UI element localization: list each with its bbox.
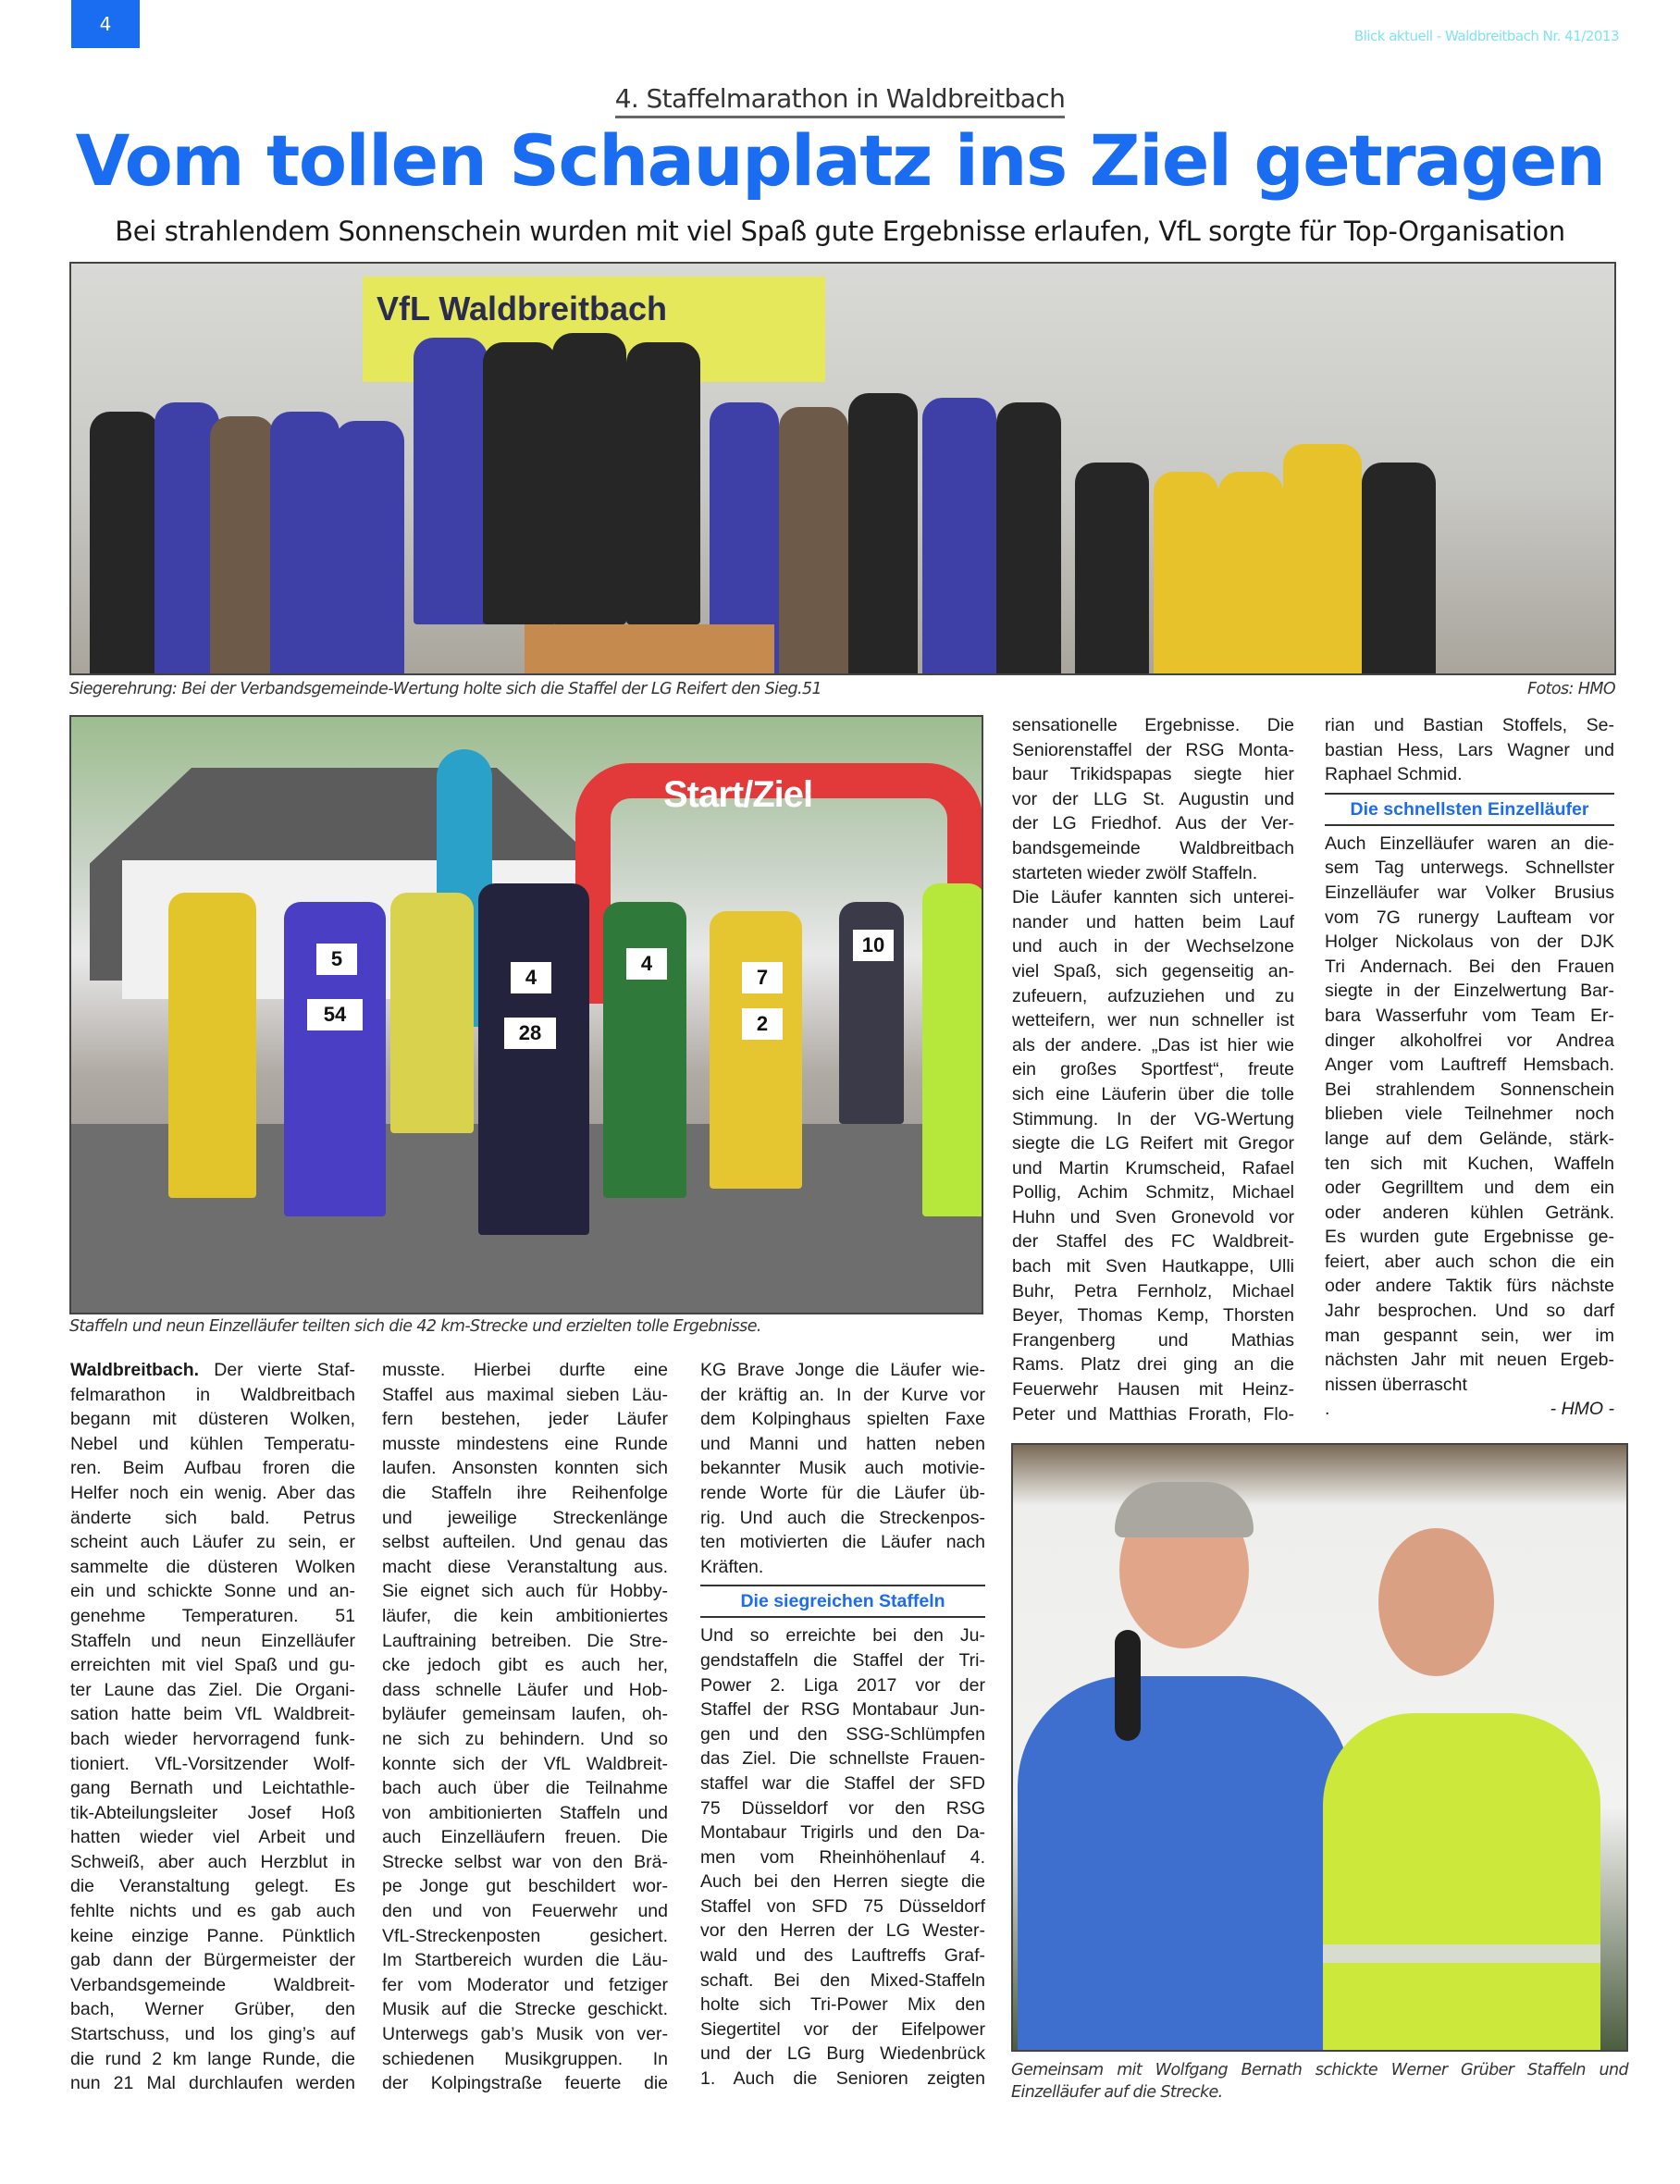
text-line: Einzelläufer war Volker Brusius	[1325, 882, 1614, 903]
text-line: das Ziel. Die schnellste Frauen-	[700, 1748, 985, 1770]
text-line: läufer, die kein ambitioniertes	[382, 1605, 668, 1626]
text-line: Beyer, Thomas Kemp, Thorsten	[1012, 1305, 1294, 1326]
text-line: musste mindestens eine Runde	[382, 1433, 668, 1454]
text-line: fern bestehen, jeder Läufer	[382, 1409, 668, 1430]
text-line: begann mit düsteren Wolken,	[70, 1409, 355, 1430]
text-line: tik-Abteilungsleiter Josef Hoß	[70, 1802, 355, 1823]
text-line: Pollig, Achim Schmitz, Michael	[1012, 1182, 1294, 1203]
person-figure	[90, 412, 159, 675]
text-line: fer vom Moderator und fetziger	[382, 1974, 668, 1995]
text-line: gendstaffeln die Staffel der Tri-	[700, 1649, 985, 1671]
race-bib: 28	[504, 1018, 556, 1049]
text-line: Die Läufer kannten sich unterei-	[1012, 887, 1294, 908]
race-bib: 4	[511, 962, 551, 993]
text-line: Und so erreichte bei den Ju-	[700, 1625, 985, 1647]
start-photo	[69, 715, 983, 1314]
text-line: Peter und Matthias Frorath, Flo-	[1012, 1403, 1294, 1425]
text-line: bekannter Musik auch motivie-	[700, 1458, 985, 1479]
text-line: und der LG Burg Wiedenbrück	[700, 2043, 985, 2065]
text-line: sensationelle Ergebnisse. Die	[1012, 715, 1294, 735]
text-line: Strecke selbst war von den Brä-	[382, 1851, 668, 1872]
text-line: Musik auf die Strecke geschickt.	[382, 1999, 668, 2020]
text-line: schiedenen Musikgruppen. In	[382, 2048, 668, 2069]
start-caption: Staffeln und neun Einzelläufer teilten sich die 42 km-Strecke und erzielten tolle Ergebnisse.	[69, 1317, 761, 1336]
text-line: baur Trikidspapas siegte hier	[1012, 764, 1294, 785]
text-line: oder Gegrilltem und dem ein	[1325, 1178, 1614, 1199]
text-line: von ambitionierten Staffeln und	[382, 1802, 668, 1823]
person-figure	[626, 342, 700, 624]
text-line: änderte sich bald. Petrus	[70, 1507, 355, 1528]
masthead: Blick aktuell - Waldbreitbach Nr. 41/2013	[1353, 28, 1619, 44]
text-line: starteten wieder zwölf Staffeln.	[1012, 862, 1258, 883]
runner-figure	[710, 911, 802, 1189]
text-line: Staffel der RSG Montabaur Jun-	[700, 1699, 985, 1721]
text-line: wald und des Lauftreffs Graf-	[700, 1945, 985, 1967]
text-line: Staffel aus maximal sieben Läu-	[382, 1384, 668, 1405]
text-line: bach mit Sven Hautkappe, Ulli	[1012, 1256, 1294, 1277]
text-line: Bei strahlendem Sonnenschein	[1325, 1079, 1614, 1100]
text-line: als der andere. „Das ist hier wie	[1012, 1034, 1294, 1055]
text-line: nissen überrascht	[1325, 1374, 1467, 1395]
race-bib: 5	[316, 944, 357, 975]
text-line: gab dann der Bürgermeister der	[70, 1950, 355, 1971]
kicker	[0, 83, 1680, 114]
text-line: Montabaur Trigirls und den Da-	[700, 1822, 985, 1844]
safety-vest	[1323, 1713, 1600, 2052]
text-line: konnte sich der VfL Waldbreit-	[382, 1753, 668, 1774]
person-figure	[335, 421, 404, 675]
person-figure	[848, 393, 918, 675]
text-line: Schweiß, aber auch Herzblut in	[70, 1851, 355, 1872]
text-line: ein und schickte Sonne und an-	[70, 1581, 355, 1602]
text-line: Stimmung. In der VG-Wertung	[1012, 1108, 1294, 1129]
text-line	[70, 1358, 355, 1383]
text-line: Tri Andernach. Bei den Frauen	[1325, 956, 1614, 977]
text-line: Startschuss, und los ging’s auf	[70, 2024, 355, 2045]
text-line: ein großes Sportfest“, freute	[1012, 1059, 1294, 1080]
text-line: Jahr besprochen. Und so darf	[1325, 1301, 1614, 1322]
runner-figure	[478, 883, 589, 1235]
race-bib: 7	[742, 962, 783, 993]
microphone	[1115, 1630, 1141, 1741]
text-line: Feuerwehr Hausen mit Heinz-	[1012, 1379, 1294, 1400]
text-line: bach auch über die Teilnahme	[382, 1778, 668, 1799]
text-line: man gespannt sein, wer im	[1325, 1325, 1614, 1346]
person-figure	[1218, 472, 1283, 675]
person-figure	[210, 416, 275, 675]
column-5-text-after	[1325, 832, 1614, 1398]
person-figure	[1283, 444, 1362, 675]
text-line: bandsgemeinde Waldbreitbach	[1012, 837, 1294, 858]
article-column-4	[1012, 713, 1294, 1426]
text-line: gen und den SSG-Schlümpfen	[700, 1723, 985, 1745]
text-line: Auch Einzelläufer waren an die-	[1325, 833, 1614, 854]
text-line: bach, Werner Grüber, den	[70, 1999, 355, 2020]
text-line: sation hatte beim VfL Waldbreit-	[70, 1704, 355, 1725]
text-line: KG Brave Jonge die Läufer wie-	[700, 1360, 985, 1380]
person-figure	[270, 412, 340, 675]
text-line-part: Der vierte Staf-	[199, 1360, 355, 1380]
ceremony-photo	[69, 262, 1616, 675]
ceremony-caption: Siegerehrung: Bei der Verbandsgemeinde-Wertung holte sich die Staffel der LG Reifert den Sieg.51	[69, 680, 822, 698]
person-figure	[1362, 463, 1436, 675]
text-line: pe Jonge gut beschildert wor-	[382, 1876, 668, 1897]
text-line: die Veranstaltung gelegt. Es	[70, 1876, 355, 1897]
text-line: der kräftig an. In der Kurve vor	[700, 1384, 985, 1405]
text-line: selbst aufteilen. Und genau das	[382, 1532, 668, 1553]
kicker-text: 4. Staffelmarathon in Waldbreitbach	[615, 83, 1066, 118]
spectator-figure	[922, 883, 983, 1216]
text-line: rende Worte für die Läufer üb-	[700, 1482, 985, 1503]
article-column-1	[70, 1358, 355, 2096]
article-column-5	[1325, 713, 1614, 1422]
text-line: ten motivierten die Läufer nach	[700, 1532, 985, 1553]
text-line: byläufer gemeinsam laufen, oh-	[382, 1704, 668, 1725]
text-line: der LG Friedhof. Aus der Ver-	[1012, 813, 1294, 834]
race-bib: 2	[742, 1008, 783, 1040]
text-line: genehme Temperaturen. 51	[70, 1605, 355, 1626]
runner-figure	[603, 902, 686, 1198]
section-heading-fastest-individuals: Die schnellsten Einzelläufer	[1325, 793, 1614, 826]
moderator-jacket	[1018, 1676, 1351, 2052]
text-line: blieben viele Teilnehmer noch	[1325, 1104, 1614, 1125]
race-bib: 4	[626, 948, 667, 980]
text-line: dem Kolpinghaus spielten Faxe	[700, 1409, 985, 1430]
text-line: Siegertitel vor der Eifelpower	[700, 2018, 985, 2040]
text-line: ne sich zu behindern. Und so	[382, 1728, 668, 1749]
text-line: Unterwegs gab’s Musik von ver-	[382, 2024, 668, 2045]
text-line: vor den Herren der LG Wester-	[700, 1920, 985, 1942]
text-line: ren. Beim Aufbau froren die	[70, 1458, 355, 1479]
person-figure	[1154, 472, 1218, 675]
text-line: bastian Hess, Lars Wagner und	[1325, 739, 1614, 760]
winners-podium	[525, 624, 774, 675]
text-line: lange auf dem Gelände, stärk-	[1325, 1128, 1614, 1149]
race-bib: 54	[307, 999, 363, 1030]
dateline: Waldbreitbach.	[70, 1360, 200, 1380]
text-line: keine einzige Panne. Pünktlich	[70, 1925, 355, 1946]
photo-credit: Fotos: HMO	[1527, 680, 1615, 698]
text-line: und auch in der Wechselzone	[1012, 936, 1294, 957]
section-heading-winning-relays: Die siegreichen Staffeln	[700, 1585, 985, 1618]
text-line: Rams. Platz drei ging an die	[1012, 1354, 1294, 1376]
text-line: Sie eignet sich auch für Hobby-	[382, 1581, 668, 1602]
text-line: viel Spaß, sich gegenseitig an-	[1012, 960, 1294, 981]
person-figure	[414, 338, 488, 624]
text-line: den und von Feuerwehr und	[382, 1901, 668, 1922]
vest-reflective-stripe	[1323, 1944, 1600, 1963]
text-line: Im Startbereich wurden die Läu-	[382, 1950, 668, 1971]
text-line: fehlte nichts und es gab auch	[70, 1901, 355, 1922]
text-line: Staffel von SFD 75 Düsseldorf	[700, 1895, 985, 1917]
text-line: auch Einzelläufern freuen. Die	[382, 1827, 668, 1848]
start-finish-arch-text: Start/Ziel	[663, 774, 813, 815]
text-line: Kräften.	[700, 1556, 764, 1577]
text-line: nander und hatten beim Lauf	[1012, 911, 1294, 932]
text-line: Staffeln und neun Einzelläufer	[70, 1630, 355, 1651]
subheadline: Bei strahlendem Sonnenschein wurden mit viel Spaß gute Ergebnisse erlaufen, VfL sorgte für Top-Organisation	[115, 216, 1565, 247]
mayor-face	[1378, 1528, 1494, 1676]
text-line: und Manni und hatten neben	[700, 1433, 985, 1454]
text-line: nun 21 Mal durchlaufen werden	[70, 2073, 355, 2094]
text-line: Verbandsgemeinde Waldbreit-	[70, 1974, 355, 1995]
text-line: nächsten Jahr mit neuen Ergeb-	[1325, 1350, 1614, 1371]
text-line: Buhr, Petra Fernholz, Michael	[1012, 1280, 1294, 1302]
text-line: Frangenberg und Mathias	[1012, 1329, 1294, 1351]
text-line: VfL-Streckenposten gesichert.	[382, 1925, 668, 1946]
runner-figure	[390, 893, 474, 1133]
text-line: felmarathon in Waldbreitbach	[70, 1384, 355, 1405]
text-line: 75 Düsseldorf vor den RSG	[700, 1797, 985, 1819]
club-banner-text: VfL Waldbreitbach	[377, 290, 668, 327]
text-line: men vom Rheinhöhenlauf 4.	[700, 1846, 985, 1868]
person-figure	[922, 398, 996, 675]
text-line: zufeuern, aufzuziehen und zu	[1012, 985, 1294, 1006]
headline: Vom tollen Schauplatz ins Ziel getragen	[75, 119, 1605, 202]
person-figure	[996, 402, 1061, 675]
text-line: ten sich mit Kuchen, Waffeln	[1325, 1153, 1614, 1174]
runner-figure	[168, 893, 256, 1198]
trailing-dot: .	[1325, 1399, 1330, 1420]
text-line: Huhn und Sven Gronevold vor	[1012, 1206, 1294, 1228]
text-line: tioniert. VfL-Vorsitzender Wolf-	[70, 1753, 355, 1774]
text-line: Seniorenstaffel der RSG Monta-	[1012, 739, 1294, 760]
signature-line	[1325, 1397, 1614, 1422]
text-line: rig. Und auch die Streckenpos-	[700, 1507, 985, 1528]
text-line: Holger Nickolaus von der DJK	[1325, 932, 1614, 953]
text-line: Auch bei den Herren siegte die	[700, 1871, 985, 1893]
text-line: Es wurden gute Ergebnisse ge-	[1325, 1227, 1614, 1248]
article-column-3	[700, 1358, 985, 2091]
article-column-2	[382, 1358, 668, 2096]
page-number-badge: 4	[71, 0, 140, 48]
text-line: bara Wasserfuhr vom Team Er-	[1325, 1005, 1614, 1026]
text-line: Raphael Schmid.	[1325, 764, 1463, 785]
text-line: musste. Hierbei durfte eine	[382, 1360, 668, 1380]
text-line: und Martin Krumscheid, Rafael	[1012, 1157, 1294, 1178]
text-line: dass schnelle Läufer und Hob-	[382, 1679, 668, 1700]
text-line: die rund 2 km lange Runde, die	[70, 2048, 355, 2069]
person-figure	[483, 342, 557, 624]
text-line: holte sich Tri-Power Mix den	[700, 1994, 985, 2016]
text-line: der Kolpingstraße feuerte die	[382, 2073, 668, 2094]
text-line: laufen. Ansonsten konnten sich	[382, 1458, 668, 1479]
text-line: schaft. Bei den Mixed-Staffeln	[700, 1969, 985, 1991]
text-line: 1. Auch die Senioren zeigten	[700, 2068, 985, 2090]
text-line: die Staffeln ihre Reihenfolge	[382, 1482, 668, 1503]
column-3-text-before	[700, 1358, 985, 1579]
text-line: Nebel und kühlen Temperatu-	[70, 1433, 355, 1454]
text-line: und jeweilige Streckenlänge	[382, 1507, 668, 1528]
person-figure	[1075, 463, 1149, 675]
text-line: Power 2. Liga 2017 vor der	[700, 1674, 985, 1696]
text-line: cke jedoch gibt es auch her,	[382, 1655, 668, 1676]
text-line: macht diese Veranstaltung aus.	[382, 1556, 668, 1577]
person-figure	[779, 407, 848, 675]
race-bib: 10	[853, 930, 894, 961]
text-line: hatten wieder viel Arbeit und	[70, 1827, 355, 1848]
column-5-text-before	[1325, 713, 1614, 787]
text-line: ter Laune das Ziel. Die Organi-	[70, 1679, 355, 1700]
text-line: siegte in der Einzelwertung Bar-	[1325, 981, 1614, 1002]
text-line: Anger vom Lauftreff Hemsbach.	[1325, 1055, 1614, 1076]
text-line: scheint auch Läufer zu sein, er	[70, 1532, 355, 1553]
text-line: sich eine Läuferin über die tolle	[1012, 1083, 1294, 1104]
author-signature: - HMO -	[1550, 1399, 1614, 1420]
text-line: wetteifern, wer nun schneller ist	[1012, 1010, 1294, 1031]
text-line: sammelte die düsteren Wolken	[70, 1556, 355, 1577]
text-line: oder anderen kühlen Getränk.	[1325, 1202, 1614, 1223]
text-line: oder andere Taktik fürs nächste	[1325, 1276, 1614, 1297]
text-line: gang Bernath und Leichtathle-	[70, 1778, 355, 1799]
text-line: der Staffel des FC Waldbreit-	[1012, 1231, 1294, 1252]
starters-caption: Gemeinsam mit Wolfgang Bernath schickte Werner Grüber Staffeln und Einzelläufer auf die Strecke.	[1011, 2061, 1628, 2102]
text-line: vom 7G runergy Laufteam vor	[1325, 907, 1614, 928]
text-line: staffel war die Staffel der SFD	[700, 1772, 985, 1794]
text-line: bach wieder hervorragend funk-	[70, 1728, 355, 1749]
text-line: siegte die LG Reifert mit Gregor	[1012, 1133, 1294, 1154]
column-3-text-after	[700, 1623, 985, 2091]
text-line: Lauftraining betreiben. Die Stre-	[382, 1630, 668, 1651]
text-line: Helfer noch ein wenig. Aber das	[70, 1482, 355, 1503]
text-line: feiert, aber auch schon die ein	[1325, 1251, 1614, 1272]
text-line: dinger alkoholfrei vor Andrea	[1325, 1030, 1614, 1051]
text-line: vor der LLG St. Augustin und	[1012, 788, 1294, 809]
text-line: sem Tag unterwegs. Schnellster	[1325, 858, 1614, 879]
text-line: rian und Bastian Stoffels, Se-	[1325, 715, 1614, 735]
person-figure	[552, 333, 626, 624]
text-line: erreichten mit viel Spaß und gu-	[70, 1655, 355, 1676]
moderator-hair	[1115, 1482, 1254, 1537]
starters-photo	[1011, 1443, 1628, 2052]
